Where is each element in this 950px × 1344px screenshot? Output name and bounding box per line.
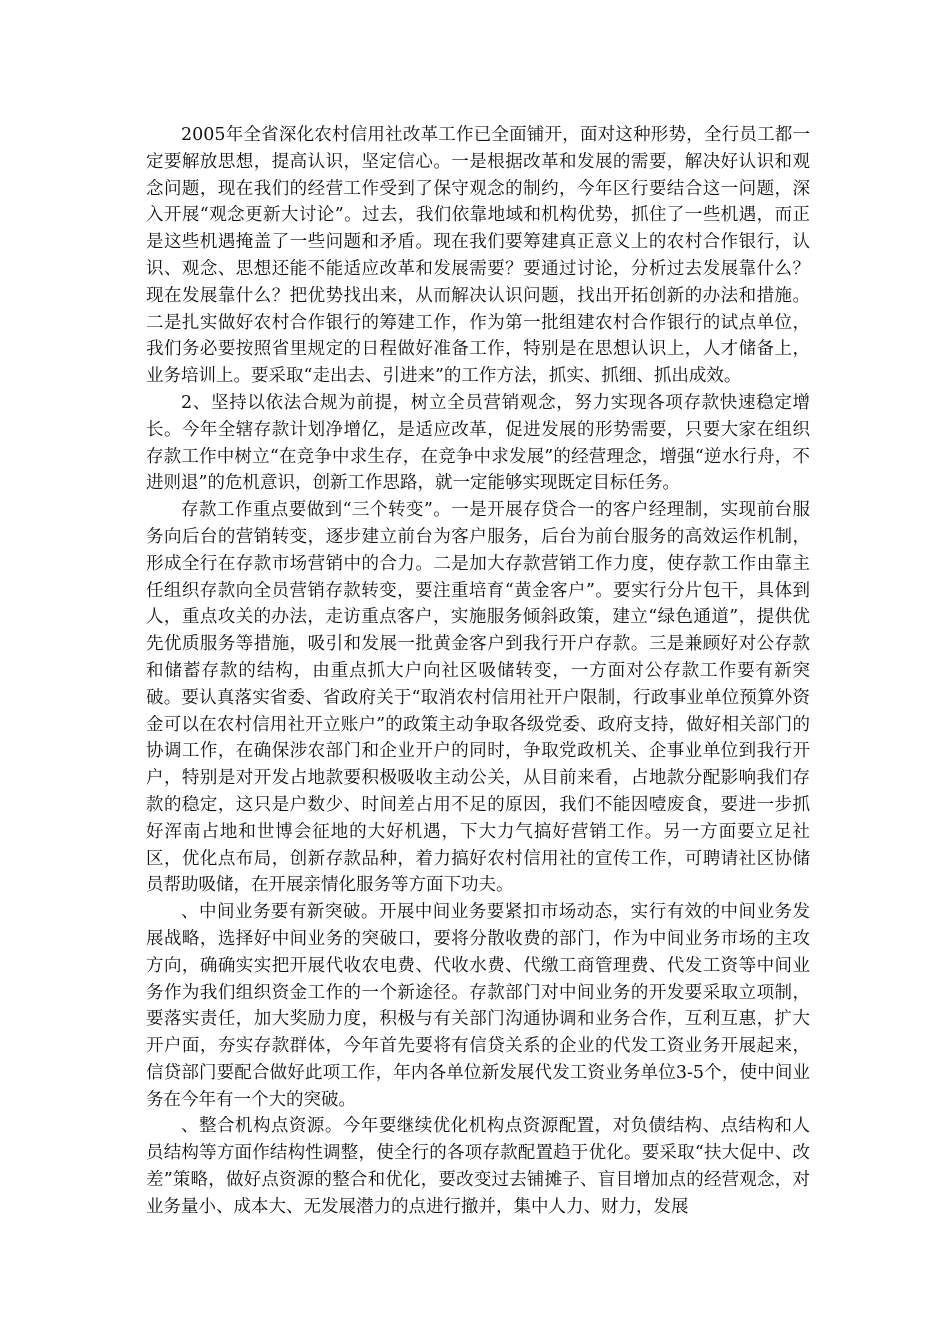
document-body: [146, 122, 810, 1221]
paragraph-intermediary-business: 、中间业务要有新突破。开展中间业务要紧扣市场动态，实行有效的中间业务发展战略，选择好中间业务的突破口，要将分散收费的部门，作为中间业务市场的主攻方向，确确实实把开展代收农电费、代收水费、代缴工商管理费、代发工资等中间业务作为我们组织资金工作的一个新途径。存款部门对中间业务的开发要采取立项制，要落实责任，加大奖励力度，积极与有关部门沟通协调和业务合作，互利互惠，扩大开户面，夯实存款群体，今年首先要将有信贷关系的企业的代发工资业务开展起来，信贷部门要配合做好此项工作，年内各单位新发展代发工资业务单位3-5个，使中间业务在今年有一个大的突破。: [146, 902, 810, 1110]
paragraph-three-transformations: 存款工作重点要做到“三个转变”。一是开展存贷合一的客户经理制，实现前台服务向后台的营销转变，逐步建立前台为客户服务，后台为前台服务的高效运作机制，形成全行在存款市场营销中的合力。二是加大存款营销工作力度，使存款工作由靠主任组织存款向全员营销存款转变，要注重培育“黄金客户”。要实行分片包干，具体到人，重点攻关的办法，走访重点客户，实施服务倾斜政策，建立“绿色通道”，提供优先优质服务等措施，吸引和发展一批黄金客户到我行开户存款。三是兼顾好对公存款和储蓄存款的结构，由重点抓大户向社区吸储转变，一方面对公存款工作要有新突破。要认真落实省委、省政府关于“取消农村信用社开户限制，行政事业单位预算外资金可以在农村信用社开立账户”的政策主动争取各级党委、政府支持，做好相关部门的协调工作，在确保涉农部门和企业开户的同时，争取党政机关、企事业单位到我行开户，特别是对开发占地款要积极吸收主动公关，从目前来看，占地款分配影响我们存款的稳定，这只是户数少、时间差占用不足的原因，我们不能因噎废食，要进一步抓好浑南占地和世博会征地的大好机遇，下大力气搞好营销工作。另一方面要立足社区，优化点布局，创新存款品种，着力搞好农村信用社的宣传工作，可聘请社区协储员帮助吸储，在开展亲情化服务等方面下功夫。: [146, 500, 810, 896]
paragraph-reform: 2005年全省深化农村信用社改革工作已全面铺开，面对这种形势，全行员工都一定要解放思想，提高认识，坚定信心。一是根据改革和发展的需要，解决好认识和观念问题，现在我们的经营工作受到了保守观念的制约，今年区行要结合这一问题，深入开展“观念更新大讨论”。过去，我们依靠地域和机构优势，抓住了一些机遇，而正是这些机遇掩盖了一些问题和矛盾。现在我们要筹建真正意义上的农村合作银行，认识、观念、思想还能不能适应改革和发展需要？要通过讨论，分析过去发展靠什么？现在发展靠什么？把优势找出来，从而解决认识问题，找出开拓创新的办法和措施。二是扎实做好农村合作银行的筹建工作，作为第一批组建农村合作银行的试点单位，我们务必要按照省里规定的日程做好准备工作，特别是在思想认识上，人才储备上，业务培训上。要采取“走出去、引进来”的工作方法，抓实、抓细、抓出成效。: [146, 125, 810, 387]
paragraph-deposit-growth: 2、坚持以依法合规为前提，树立全员营销观念，努力实现各项存款快速稳定增长。今年全辖存款计划净增亿，是适应改革，促进发展的形势需要，只要大家在组织存款工作中树立“在竞争中求生存，在竞争中求发展”的经营理念，增强“逆水行舟，不进则退”的危机意识，创新工作思路，就一定能够实现既定目标任务。: [146, 392, 810, 494]
paragraph-branch-resources: 、整合机构点资源。今年要继续优化机构点资源配置，对负债结构、点结构和人员结构等方面作结构性调整，使全行的各项存款配置趋于优化。要采取“扶大促中、改差”策略，做好点资源的整合和优化，要改变过去铺摊子、盲目增加点的经营观念，对业务量小、成本大、无发展潜力的点进行撤并，集中人力、财力，发展: [146, 1116, 810, 1217]
